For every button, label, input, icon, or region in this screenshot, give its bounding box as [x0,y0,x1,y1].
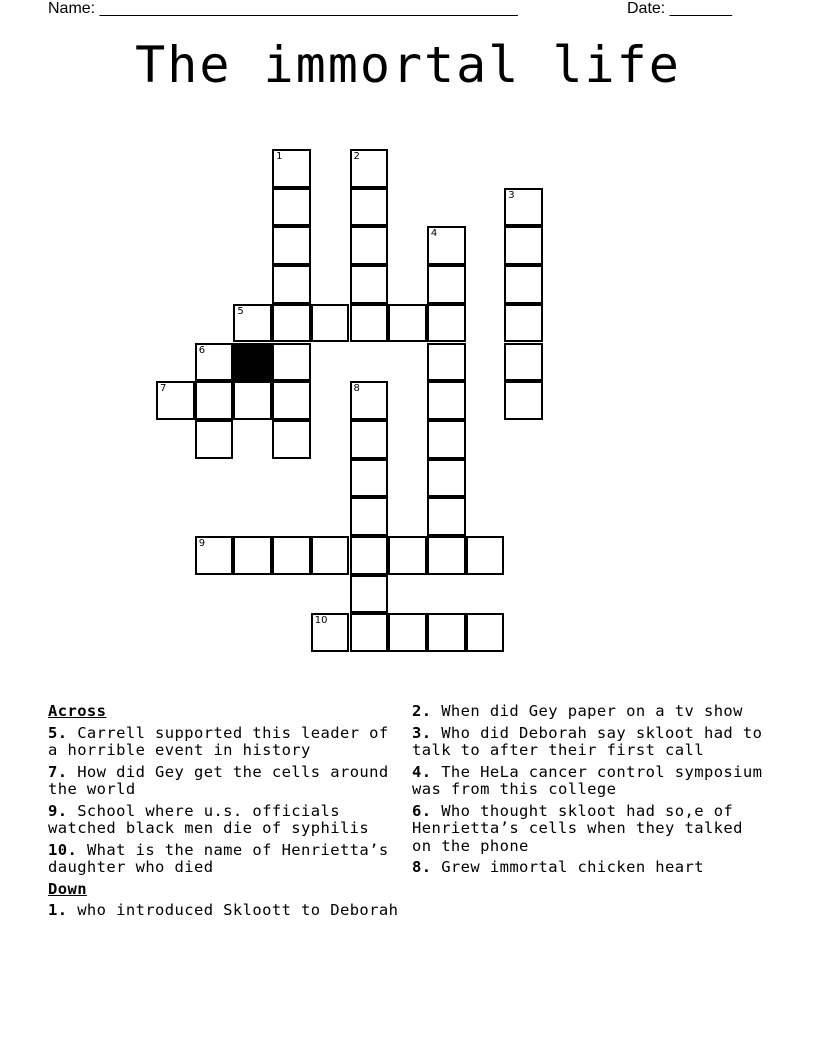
grid-cell[interactable] [504,343,543,382]
grid-cell[interactable] [350,536,389,575]
grid-cell[interactable] [350,613,389,652]
grid-number: 3 [508,189,515,201]
clue-down-6 [412,803,768,856]
clue-text: The HeLa cancer control symposium was from this college [412,762,763,798]
grid-cell[interactable] [427,497,466,536]
grid-number: 5 [237,305,244,317]
clue-down-4 [412,764,768,799]
grid-cell[interactable] [272,226,311,265]
clue-across-9 [48,803,404,838]
grid-cell[interactable] [233,536,272,575]
grid-cell[interactable] [350,381,389,420]
grid-cell[interactable] [195,420,234,459]
grid-number: 6 [198,344,206,356]
grid-cell[interactable] [388,536,427,575]
clue-text: Carrell supported this leader of a horrible event in history [48,723,389,759]
clue-number: 2. [412,702,432,720]
grid-cell[interactable] [311,304,350,343]
grid-cell[interactable] [350,188,389,227]
grid-cell[interactable] [427,536,466,575]
grid-cell[interactable] [350,575,389,614]
clue-across-5 [48,725,404,760]
grid-cell[interactable] [195,343,234,382]
clue-text: Who did Deborah say skloot had to talk to after their first call [412,723,763,759]
grid-cell[interactable] [272,420,311,459]
grid-number: 4 [430,228,438,240]
clue-number: 8. [412,858,432,876]
grid-cell[interactable] [272,188,311,227]
grid-cell[interactable] [427,265,466,304]
clue-text: School where u.s. officials watched black men die of syphilis [48,801,370,837]
clue-number: 4. [412,762,432,781]
grid-number: 9 [198,538,206,549]
clue-down-3 [412,725,768,760]
grid-cell[interactable] [350,226,389,265]
grid-cell[interactable] [427,613,466,652]
grid-cell[interactable] [272,265,311,304]
clue-text: Grew immortal chicken heart [441,858,704,876]
grid-cell[interactable] [504,226,543,265]
clue-text: How did Gey get the cells around the world [48,762,389,798]
clue-down-2 [412,703,768,721]
grid-number: 8 [353,383,360,395]
grid-cell[interactable] [504,304,543,343]
date-field-label: Date: _______ [627,0,732,17]
grid-cell[interactable] [233,381,272,420]
clue-text: What is the name of Henrietta’s daughter who died [48,840,389,876]
clues-column-right [412,703,768,881]
grid-number: 2 [353,151,360,162]
grid-cell[interactable] [350,265,389,304]
grid-cell[interactable] [233,304,272,343]
grid-cell[interactable] [427,304,466,343]
grid-cell[interactable] [272,343,311,382]
grid-cell[interactable] [427,381,466,420]
clue-across-7 [48,764,404,799]
clue-down-8 [412,859,768,877]
grid-cell[interactable] [466,536,505,575]
clue-text: When did Gey paper on a tv show [441,702,743,720]
grid-number: 10 [314,615,328,627]
clue-number: 3. [412,723,432,742]
grid-cell[interactable] [350,149,389,188]
clue-text: Who thought skloot had so,e of Henrietta’s cells when they talked on the phone [412,801,743,855]
clue-across-10 [48,842,404,877]
grid-cell[interactable] [272,381,311,420]
clues-column-left [48,703,404,924]
grid-cell[interactable] [272,536,311,575]
clue-number: 7. [48,762,68,781]
grid-cell[interactable] [427,226,466,265]
clue-number: 1. [48,901,68,919]
grid-cell[interactable] [272,304,311,343]
clue-number: 6. [412,801,432,820]
across-heading: Across [48,702,107,720]
grid-cell[interactable] [427,459,466,498]
grid-cell[interactable] [350,420,389,459]
grid-number: 1 [276,151,283,162]
grid-cell[interactable] [272,149,311,188]
grid-cell[interactable] [427,420,466,459]
puzzle-title: The immortal life [135,36,681,94]
grid-cell[interactable] [195,381,234,420]
grid-cell[interactable] [350,459,389,498]
grid-cell[interactable] [195,536,234,575]
grid-cell[interactable] [504,265,543,304]
clue-down-1 [48,902,404,920]
grid-cell[interactable] [350,497,389,536]
grid-cell[interactable] [388,613,427,652]
grid-cell[interactable] [388,304,427,343]
grid-cell[interactable] [311,613,350,652]
grid-cell[interactable] [311,536,350,575]
grid-cell[interactable] [427,343,466,382]
clue-number: 10. [48,840,78,859]
grid-black-cell [233,343,272,382]
grid-cell[interactable] [466,613,505,652]
down-heading: Down [48,879,87,898]
name-field-label: Name: _______________________________________________ [48,0,518,17]
grid-cell[interactable] [504,188,543,227]
grid-cell[interactable] [504,381,543,420]
grid-cell[interactable] [156,381,195,420]
clue-text: who introduced Skloott to Deborah [77,901,399,919]
clue-number: 5. [48,723,68,742]
grid-number: 7 [160,383,167,395]
clue-number: 9. [48,801,68,820]
grid-cell[interactable] [350,304,389,343]
